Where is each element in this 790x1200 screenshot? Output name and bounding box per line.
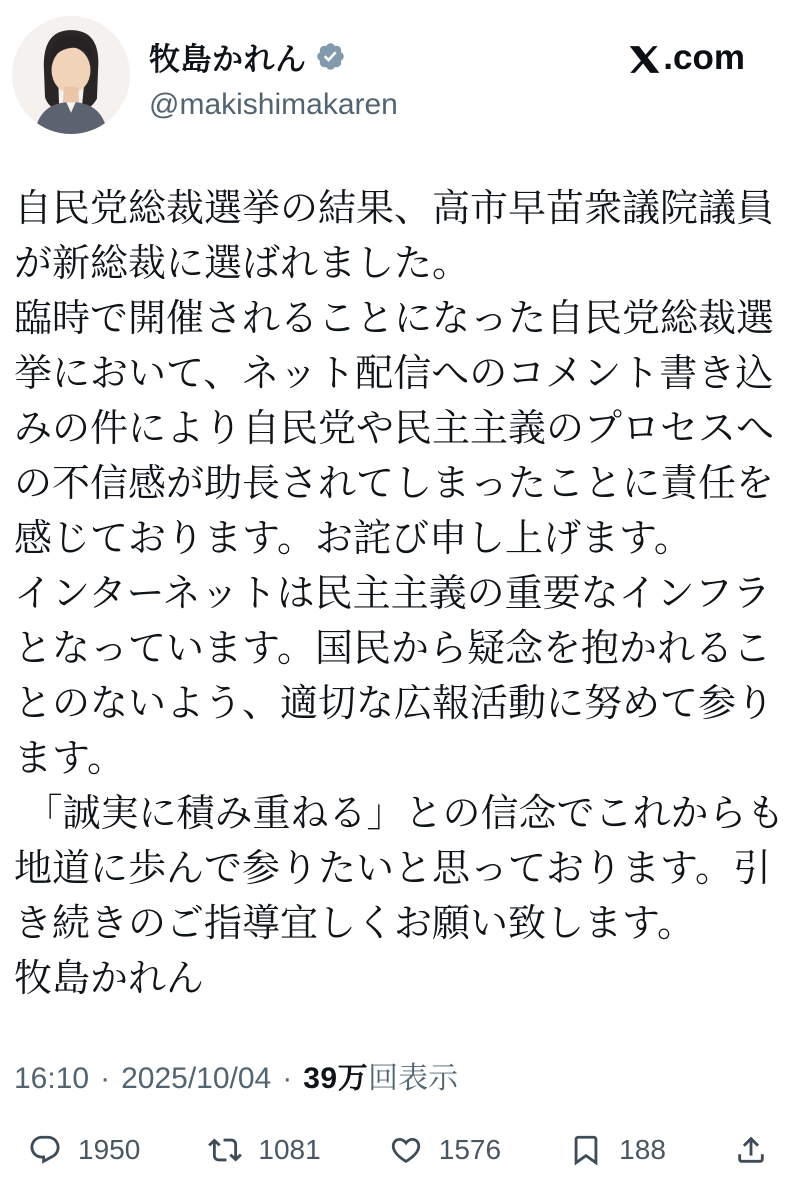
tweet-text-line: 感じております。お詫び申し上げます。 (14, 518, 692, 560)
tweet-text-line: の不信感が助長されてしまったことに責任を (14, 463, 775, 505)
user-identity (149, 16, 398, 134)
avatar[interactable] (12, 16, 130, 134)
like-icon (389, 1133, 423, 1167)
user-handle[interactable]: @makishimakaren (149, 88, 398, 121)
repost-icon (208, 1133, 242, 1167)
views-count: 39万 (303, 1062, 369, 1095)
tweet-text-line: 自民党総裁選挙の結果、高市早苗衆議院議員 (14, 188, 775, 230)
avatar-portrait (12, 16, 130, 134)
bookmark-button[interactable] (569, 1133, 666, 1167)
dot-separator: · (100, 1062, 111, 1095)
action-bar (0, 1133, 790, 1167)
tweet-text-line: とのないよう、適切な広報活動に努めて参り (14, 683, 775, 725)
repost-button[interactable] (208, 1133, 320, 1167)
tweet-text-line: 地道に歩んで参りたいと思っております。引 (14, 848, 771, 890)
bookmark-icon (569, 1133, 603, 1167)
post-date: 2025/10/04 (121, 1062, 272, 1095)
share-icon (734, 1133, 768, 1167)
tweet-text-line: インターネットは民主主義の重要なインフラ (14, 573, 771, 615)
like-count: 1576 (438, 1134, 502, 1165)
tweet-text-line: ます。 (14, 738, 125, 780)
tweet-text-line: が新総裁に選ばれました。 (14, 243, 471, 285)
views-label: 回表示 (368, 1062, 459, 1095)
tweet-text-line: となっています。国民から疑念を抱かれるこ (14, 628, 771, 670)
tweet-text-line: 牧島かれん (14, 958, 205, 1000)
repost-count: 1081 (258, 1134, 321, 1165)
reply-icon (28, 1133, 62, 1167)
tweet-text-line: 挙において、ネット配信へのコメント書き込 (14, 353, 774, 395)
reply-button[interactable] (28, 1133, 140, 1167)
timestamp-row (14, 1053, 777, 1097)
post-time: 16:10 (14, 1062, 90, 1095)
tweet-header (0, 0, 790, 134)
display-name[interactable]: 牧島かれん (149, 42, 307, 77)
reply-count: 1950 (78, 1134, 141, 1165)
tweet-text-line: 「誠実に積み重ねる」との信念でこれからも (14, 793, 785, 835)
site-watermark (628, 38, 745, 78)
x-logo-icon (628, 43, 661, 76)
site-domain-label: .com (663, 38, 745, 77)
bookmark-count: 188 (619, 1134, 666, 1165)
like-button[interactable] (389, 1133, 501, 1167)
tweet-text-line: みの件により自民党や民主主義のプロセスへ (14, 408, 775, 450)
views[interactable] (303, 1053, 458, 1097)
verified-badge-icon (315, 41, 346, 72)
dot-separator: · (282, 1062, 293, 1095)
tweet-text-line: き続きのご指導宜しくお願い致します。 (14, 903, 695, 945)
tweet-text-line: 臨時で開催されることになった自民党総裁選 (14, 298, 775, 340)
tweet-text (14, 182, 785, 1007)
share-button[interactable] (734, 1133, 768, 1167)
